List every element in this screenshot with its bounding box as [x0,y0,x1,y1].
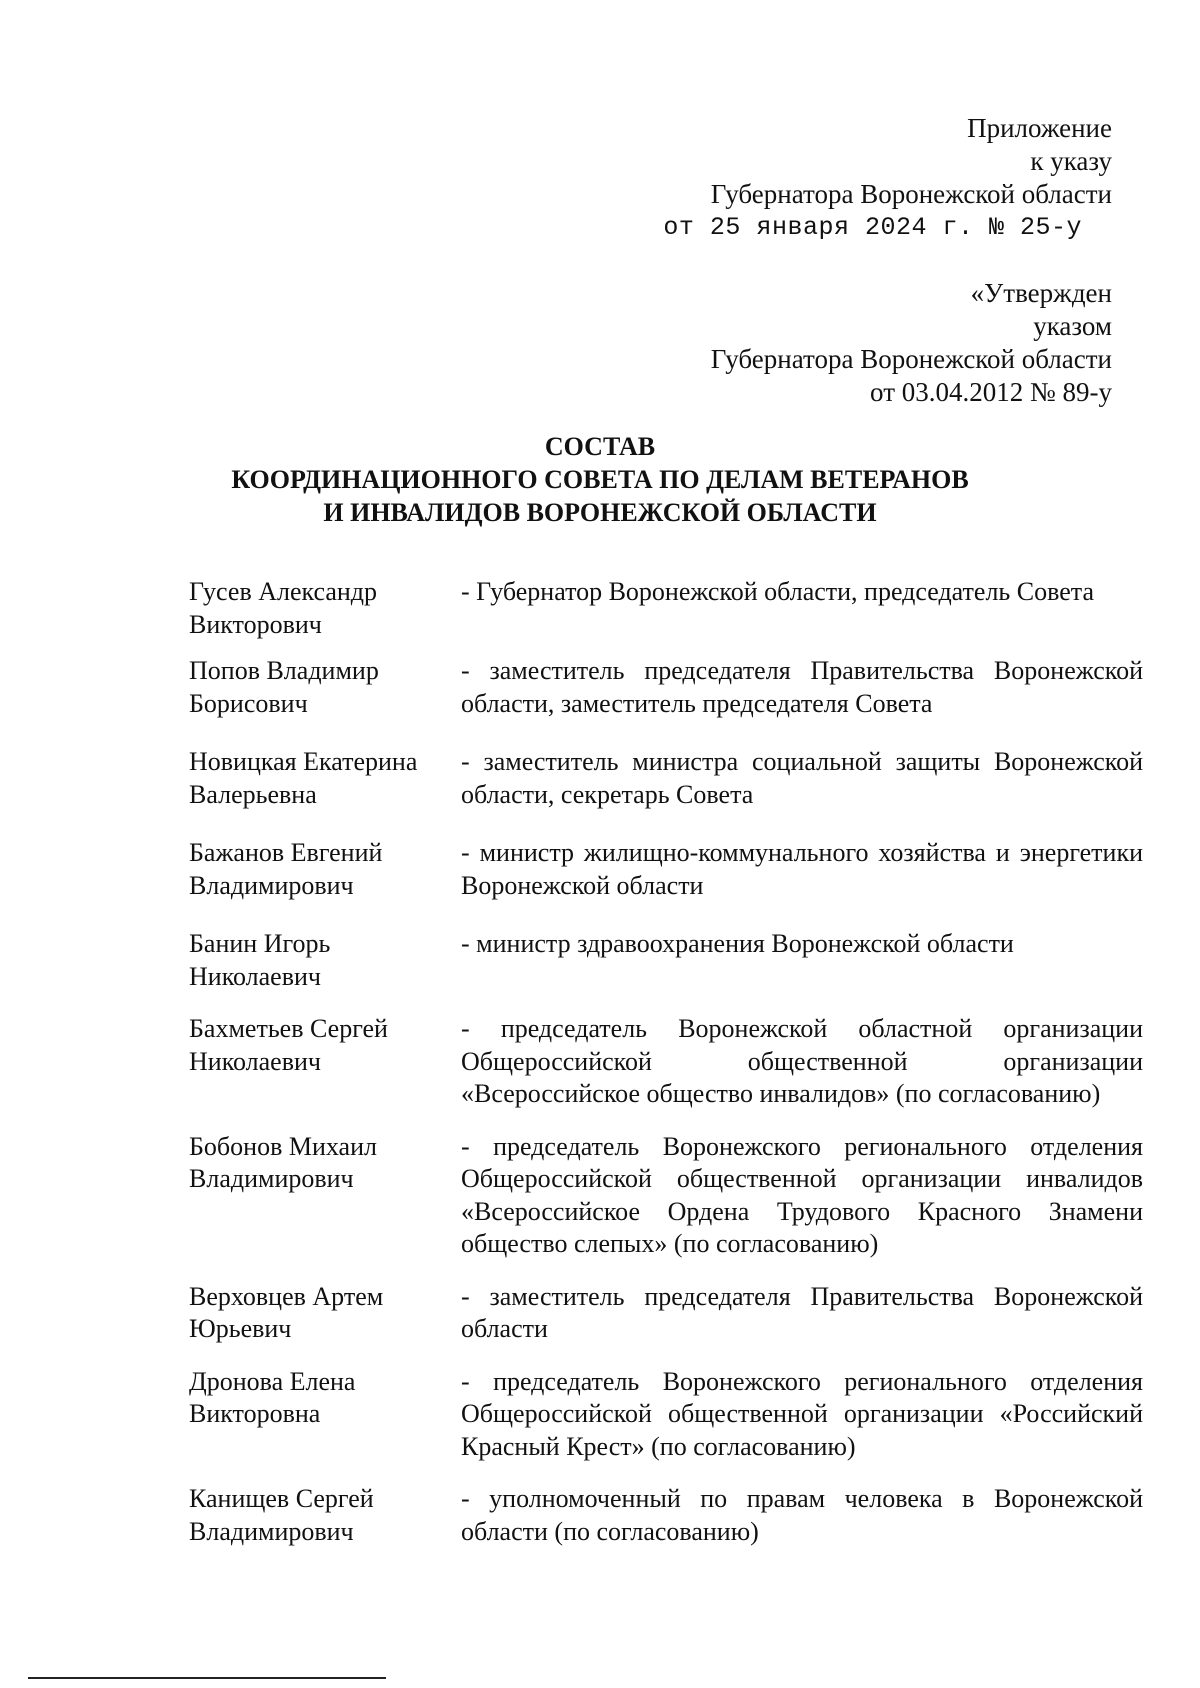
approved-line: Губернатора Воронежской области [710,344,1112,374]
member-role: - министр здравоохранения Воронежской области [461,929,1014,958]
member-role: - председатель Воронежской областной организации Общероссийской общественной организации «Всероссийское общество инвалидов» (по согласованию) [461,1014,1143,1108]
footnote-divider [28,1677,386,1679]
title-line: И ИНВАЛИДОВ ВОРОНЕЖСКОЙ ОБЛАСТИ [323,498,877,527]
member-name: Попов Владимир Борисович [189,656,379,718]
document-title [0,430,1200,529]
member-row [189,1281,1143,1346]
member-role: - уполномоченный по правам человека в Воронежской области (по согласованию) [461,1484,1143,1546]
member-name: Бажанов Евгений Владимирович [189,838,383,900]
member-name: Дронова Елена Викторовна [189,1366,356,1428]
member-name: Банин Игорь Николаевич [189,929,331,991]
member-row [189,1366,1143,1464]
member-row [189,576,1143,641]
member-name: Верховцев Артем Юрьевич [189,1281,384,1343]
member-name: Новицкая Екатерина Валерьевна [189,747,418,809]
members-list [189,576,1143,1548]
member-name: Бобонов Михаил Владимирович [189,1131,377,1193]
member-role: - министр жилищно-коммунального хозяйства и энергетики Воронежской области [461,838,1143,900]
appendix-line: Губернатора Воронежской области [710,179,1112,209]
member-name: Гусев Александр Викторович [189,577,378,639]
appendix-line: Приложение [967,113,1112,143]
member-row [189,1013,1143,1111]
member-row [189,1131,1143,1261]
appendix-block [663,112,1112,244]
member-row [189,655,1143,720]
member-role: - председатель Воронежского регионального отделения Общероссийской общественной организации инвалидов «Всероссийское Ордена Трудового Красного Знамени общество слепых» (по согласованию) [461,1131,1143,1258]
member-role: - заместитель председателя Правительства Воронежской области [461,1281,1143,1343]
title-line: КООРДИНАЦИОННОГО СОВЕТА ПО ДЕЛАМ ВЕТЕРАНОВ [231,465,969,494]
approved-line: от 03.04.2012 № 89-у [870,377,1112,407]
member-row [189,837,1143,902]
title-line: СОСТАВ [544,432,656,461]
member-role: - заместитель председателя Правительства Воронежской области, заместитель председателя Совета [461,656,1143,718]
member-role: - заместитель министра социальной защиты Воронежской области, секретарь Совета [461,747,1143,809]
appendix-date-line: от 25 января 2024 г. № 25-у [663,213,1082,242]
member-name: Канищев Сергей Владимирович [189,1484,374,1546]
member-row [189,1483,1143,1548]
approved-block [711,277,1112,409]
approved-line: указом [1033,311,1112,341]
member-role: - Губернатор Воронежской области, председатель Совета [461,577,1095,606]
member-row [189,746,1143,811]
appendix-line: к указу [1030,146,1112,176]
approved-line: «Утвержден [970,278,1112,308]
member-name: Бахметьев Сергей Николаевич [189,1014,388,1076]
member-role: - председатель Воронежского регионального отделения Общероссийской общественной организации «Российский Красный Крест» (по согласованию) [461,1366,1143,1461]
member-row [189,928,1143,993]
